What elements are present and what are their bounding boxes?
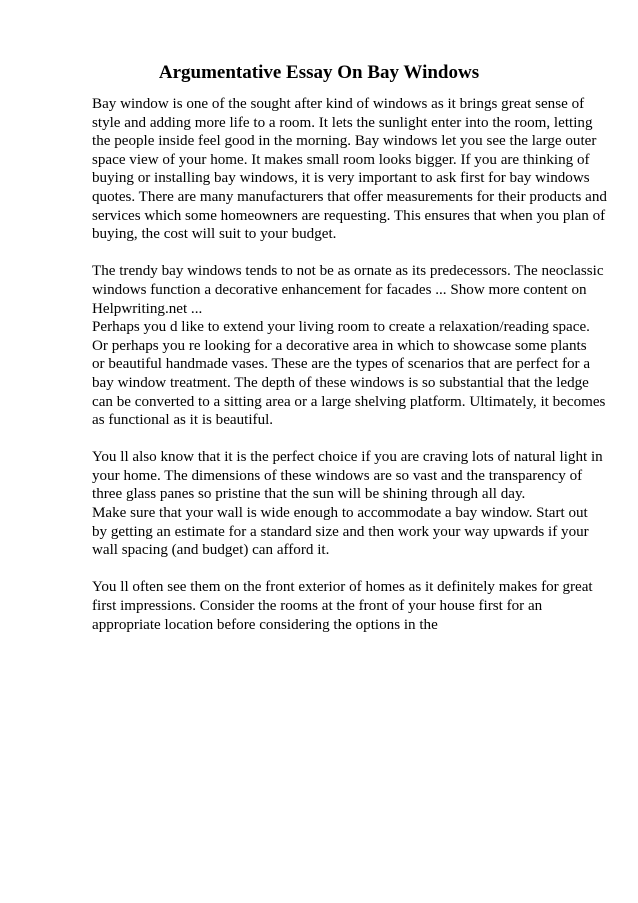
text-line: Or perhaps you re looking for a decorative area in which to showcase some plants xyxy=(92,337,587,354)
paragraph-2 xyxy=(92,262,606,429)
text-line: Make sure that your wall is wide enough to accommodate a bay window. Start out xyxy=(92,505,588,522)
text-line: Helpwriting.net ... xyxy=(92,300,203,317)
text-line: space view of your home. It makes small room looks bigger. If you are thinking of xyxy=(92,151,590,168)
text-line: windows function a decorative enhancement for facades ... Show more content on xyxy=(92,281,587,298)
paragraph-4 xyxy=(92,578,592,634)
text-line: or beautiful handmade vases. These are the types of scenarios that are perfect for a xyxy=(92,356,591,373)
paragraph-1 xyxy=(92,95,607,244)
paragraph-gap xyxy=(92,244,592,263)
text-line: wall spacing (and budget) can afford it. xyxy=(92,542,330,559)
text-line: Perhaps you d like to extend your living room to create a relaxation/reading space. xyxy=(92,319,590,336)
text-line: the people inside feel good in the morning. Bay windows let you see the large outer xyxy=(92,133,597,150)
text-line: first impressions. Consider the rooms at the front of your house first for an xyxy=(92,598,543,615)
paragraph-3 xyxy=(92,448,603,560)
text-line: The trendy bay windows tends to not be as ornate as its predecessors. The neoclassic xyxy=(92,263,604,280)
text-line: appropriate location before considering the options in the xyxy=(92,616,438,633)
text-line: can be converted to a sitting area or a large shelving platform. Ultimately, it becomes xyxy=(92,393,606,410)
text-line: by getting an estimate for a standard size and then work your way upwards if your xyxy=(92,523,589,540)
text-line: as functional as it is beautiful. xyxy=(92,412,274,429)
paragraph-gap xyxy=(92,430,592,449)
document-title: Argumentative Essay On Bay Windows xyxy=(158,62,480,83)
text-line: style and adding more life to a room. It lets the sunlight enter into the room, letting xyxy=(92,114,593,131)
text-line: You ll often see them on the front exterior of homes as it definitely makes for great xyxy=(92,579,593,596)
text-line: Bay window is one of the sought after kind of windows as it brings great sense of xyxy=(92,96,585,112)
text-line: three glass panes so pristine that the sun will be shining through all day. xyxy=(92,486,526,503)
text-line: buying, the cost will suit to your budget. xyxy=(92,226,337,243)
essay-body xyxy=(92,95,607,634)
paragraph-gap xyxy=(92,560,592,579)
text-line: services which some homeowners are requesting. This ensures that when you plan of xyxy=(92,207,606,224)
text-line: buying or installing bay windows, it is very important to ask first for bay windows xyxy=(92,170,590,187)
text-line: You ll also know that it is the perfect choice if you are craving lots of natural light in xyxy=(92,449,603,466)
text-line: bay window treatment. The depth of these windows is so substantial that the ledge xyxy=(92,374,589,391)
text-line: your home. The dimensions of these windows are so vast and the transparency of xyxy=(92,467,583,484)
text-line: quotes. There are many manufacturers that offer measurements for their products and xyxy=(92,188,607,205)
